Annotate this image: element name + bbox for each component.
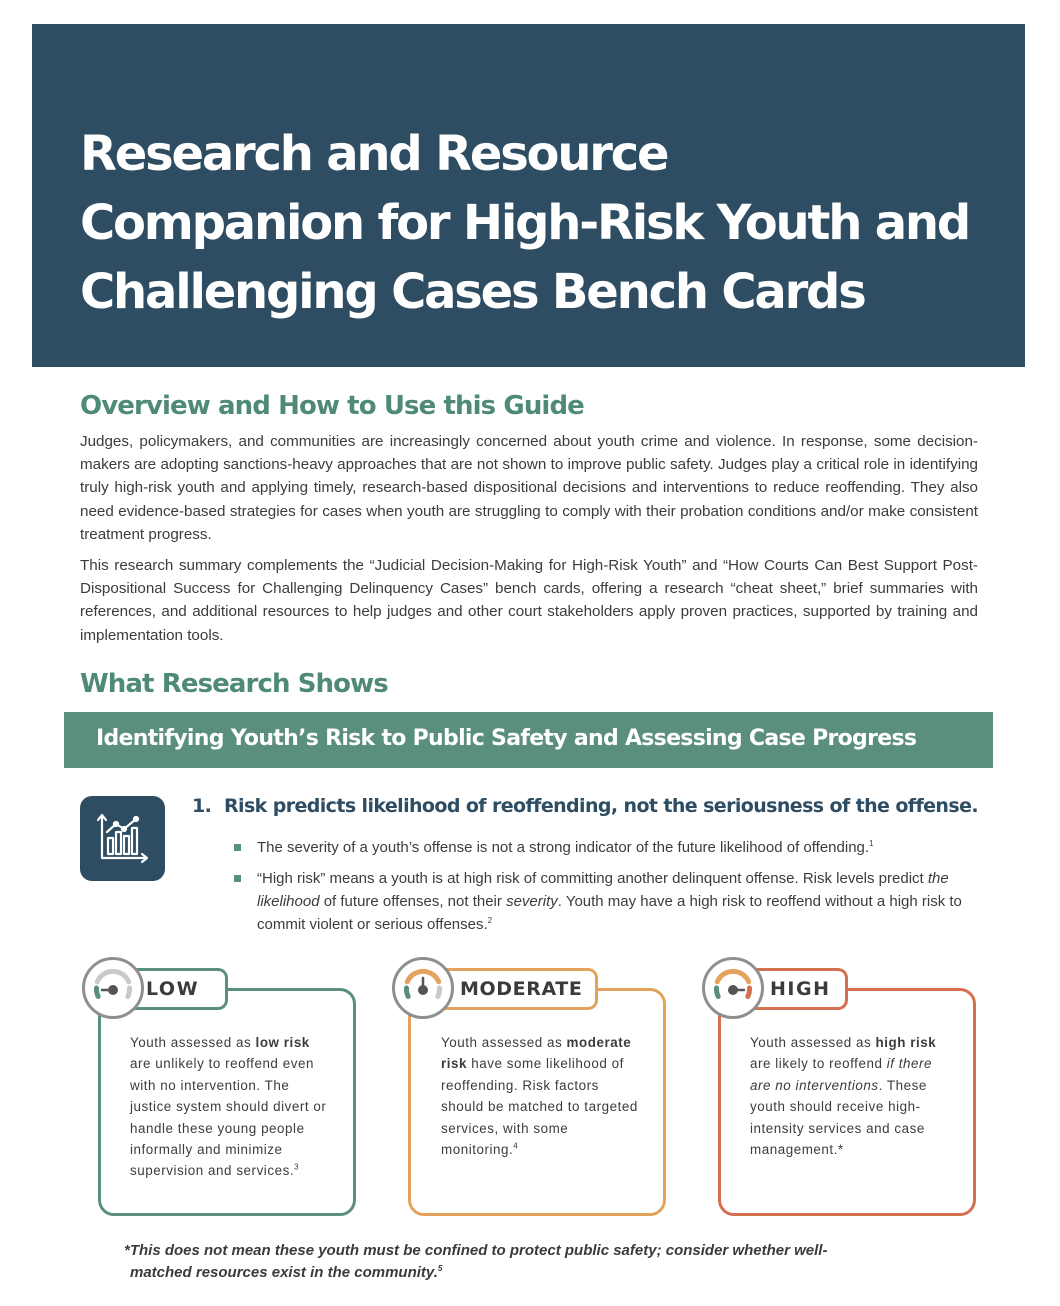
gauge-high-icon — [702, 957, 764, 1019]
point-heading: Risk predicts likelihood of reoffending, not the seriousness of the offense. — [224, 795, 978, 817]
bullet-square-icon — [234, 875, 241, 882]
bullet-2-text-b: of future offenses, not their — [319, 893, 507, 910]
moderate-text-bold: moderate risk — [441, 1035, 632, 1072]
moderate-risk-description — [441, 1032, 641, 1160]
high-text-emphasis: if there are no interventions — [750, 1056, 933, 1093]
section-title: Identifying Youth’s Risk to Public Safety and Assessing Case Progress — [96, 726, 917, 751]
bar-chart-growth-icon — [80, 796, 165, 881]
footnote-line-1: *This does not mean these youth must be confined to protect public safety; consider whether well- — [124, 1242, 828, 1259]
bullet-1-text: The severity of a youth’s offense is not a strong indicator of the future likelihood of offending. — [257, 839, 870, 856]
reference-3: 3 — [294, 1162, 300, 1172]
gauge-moderate-icon — [392, 957, 454, 1019]
bullet-item-2 — [234, 867, 979, 936]
moderate-text-b: have some likelihood of reoffending. Risk factors should be matched to targeted services, with some monitoring. — [441, 1056, 638, 1158]
footnote — [124, 1240, 954, 1284]
high-text-a: Youth assessed as — [750, 1035, 876, 1050]
bullet-2-emphasis-severity: severity — [506, 893, 558, 910]
low-text-bold: low risk — [255, 1035, 310, 1050]
bullet-2-text-c: . Youth may have a high risk to reoffend without a high risk to commit violent or serious offenses. — [257, 893, 962, 933]
bullet-2-text-a: “High risk” means a youth is at high risk of committing another delinquent offense. Risk levels predict — [257, 870, 928, 887]
bullet-item-1 — [234, 836, 979, 859]
overview-paragraph-2: This research summary complements the “Judicial Decision-Making for High-Risk Youth” and “How Courts Can Best Support Post-Dispositional Success for Challenging Delinquency Cases” bench cards, offering a research “cheat sheet,” brief summaries with references, and additional resources to help judges and other court stakeholders apply proven practices, supported by training and implementation tools. — [80, 557, 978, 644]
moderate-risk-label: MODERATE — [424, 968, 598, 1010]
research-heading: What Research Shows — [80, 669, 388, 699]
title-banner — [32, 24, 1025, 367]
reference-5: 5 — [437, 1264, 443, 1273]
section-bar — [64, 712, 993, 768]
moderate-text-a: Youth assessed as — [441, 1035, 567, 1050]
bullet-square-icon — [234, 844, 241, 851]
low-risk-label: LOW — [114, 968, 228, 1010]
document-title — [80, 120, 1000, 327]
bullet-2-emphasis-likelihood: the likelihood — [257, 870, 949, 910]
high-text-bold: high risk — [875, 1035, 937, 1050]
reference-4: 4 — [513, 1141, 519, 1151]
low-text-a: Youth assessed as — [130, 1035, 256, 1050]
footnote-line-2: matched resources exist in the community. — [130, 1264, 438, 1281]
point-1-title — [192, 792, 992, 820]
high-risk-description — [750, 1032, 950, 1160]
high-risk-label: HIGH — [734, 968, 848, 1010]
high-text-b: are likely to reoffend — [750, 1056, 887, 1072]
reference-1: 1 — [869, 839, 874, 848]
overview-paragraph-1: Judges, policymakers, and communities are increasingly concerned about youth crime and violence. In response, some decision-makers are adopting sanctions-heavy approaches that are not shown to improve public safety. Judges play a critical role in identifying truly high-risk youth and applying timely, research-based dispositional decisions and interventions to reduce reoffending. They also need evidence-based strategies for cases when youth are struggling to comply with their probation conditions and/or make consistent treatment progress. — [80, 433, 978, 543]
point-number: 1. — [192, 795, 212, 817]
reference-2: 2 — [487, 916, 493, 925]
overview-heading: Overview and How to Use this Guide — [80, 391, 584, 421]
gauge-low-icon — [82, 957, 144, 1019]
low-risk-description — [130, 1032, 330, 1182]
high-text-c: . These youth should receive high-intensity services and case management.* — [750, 1077, 927, 1158]
title-line-3: Challenging Cases Bench Cards — [80, 264, 865, 320]
title-line-2: Companion for High-Risk Youth and — [80, 195, 970, 251]
title-line-1: Research and Resource — [80, 126, 668, 182]
low-text-b: are unlikely to reoffend even with no intervention. The justice system should divert or handle these young people informally and minimize supervision and services. — [130, 1056, 327, 1179]
